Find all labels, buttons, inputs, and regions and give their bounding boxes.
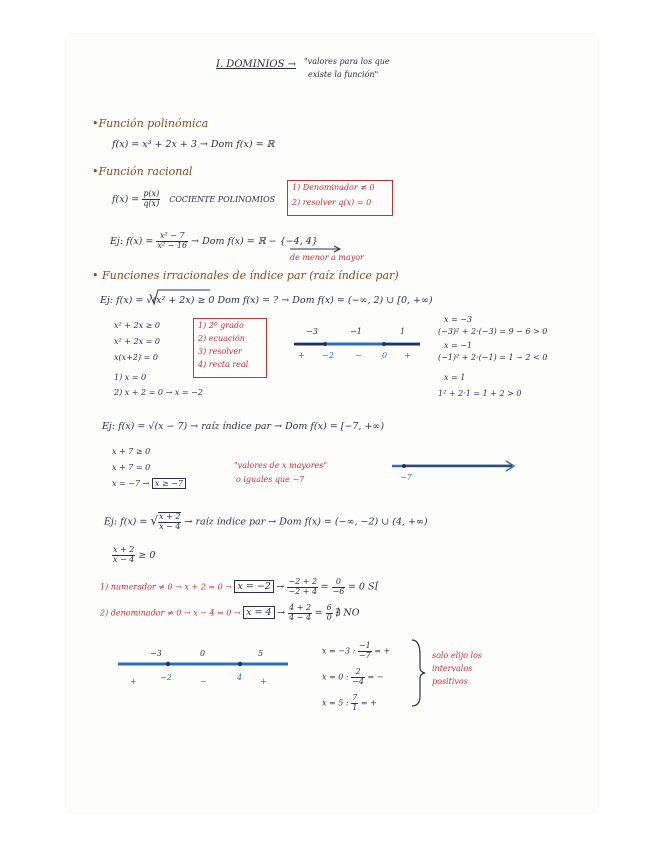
racional-note: de menor a mayor: [290, 253, 364, 262]
title-note-line2: existe la función": [308, 70, 379, 79]
ej1-sign: +: [298, 351, 305, 360]
ej3-point-minus2: [166, 662, 170, 666]
ej2-note-line1: "valores de x mayores": [234, 461, 328, 470]
ej2-point: [402, 464, 406, 468]
ej1-box-line: 3) resolver: [198, 347, 242, 356]
ej2-axis-label: −7: [400, 473, 412, 482]
ej3-line: Ej: f(x) = √ $\frac{x + 2}{x - 4}$ → raíz índice par → Dom f(x) = (−∞, −2) ∪ (4, +∞): [104, 512, 428, 531]
ej2-step: x = −7 → x ≥ −7: [112, 480, 186, 488]
ej1-check: (−1)² + 2·(−1) = 1 − 2 < 0: [438, 353, 548, 362]
ej3-note-line: positivos: [432, 677, 468, 686]
ej2-boxed-result: x ≥ −7: [152, 478, 186, 489]
ej1-check: x = −3: [444, 315, 473, 324]
ej3-sign: −: [200, 677, 207, 686]
ej1-axis-label: −1: [350, 327, 362, 336]
ej2-segment: [404, 465, 512, 468]
ej1-segment-pos: [384, 343, 420, 346]
ej1-box-line: 2) ecuación: [198, 334, 245, 343]
ej3-point-4: [238, 662, 242, 666]
ej3-axis-label: 0: [200, 649, 206, 658]
ej3-sign: +: [260, 677, 267, 686]
heading-racional: •Función racional: [92, 165, 193, 178]
ej1-step: 1) x = 0: [114, 373, 147, 382]
ej1-sqrt-sign: [150, 290, 210, 304]
ej3-note-line: intervalos: [432, 664, 473, 673]
ej1-step: x² + 2x ≥ 0: [114, 321, 160, 330]
ej1-check: x = −1: [444, 341, 473, 350]
ej2-note-line2: o iguales que −7: [236, 475, 305, 484]
ej3-check: x = 0 : $\frac{2}{-4}$ = −: [322, 667, 384, 686]
ej3-sign: 4: [237, 673, 243, 682]
racional-definition: f(x) = $\frac{p(x)}{q(x)}$ COCIENTE POLINOMIOS: [112, 189, 276, 208]
ej3-step2: 2) denominador ≠ 0 → x − 4 = 0 → x = 4 → $\frac{4 + 2}{4 - 4}$ = $\frac{6}{0}$ ∄ NO: [100, 603, 360, 622]
ej1-box-line: 4) recta real: [198, 360, 249, 369]
ej1-check: x = 1: [444, 373, 466, 382]
ej3-check: x = 5 : $\frac{7}{1}$ = +: [322, 693, 377, 712]
ej3-axis-label: −3: [150, 649, 162, 658]
ej1-segment-neg: [294, 343, 325, 346]
page-title: I. DOMINIOS →: [216, 59, 297, 70]
ej1-sign: −: [355, 351, 362, 360]
ej3-sign: +: [130, 677, 137, 686]
ej3-step1: 1) numerador ≠ 0 → x + 2 = 0 → x = −2 → $\frac{-2 + 2}{-2 + 4}$ = $\frac{0}{-6}$ = 0 SÍ: [100, 577, 379, 596]
ej3-sign: −2: [160, 673, 172, 682]
ej1-axis-label: 1: [400, 327, 406, 336]
ej1-step: 2) x + 2 = 0 → x = −2: [114, 388, 203, 397]
ej3-step1-boxed: x = −2: [234, 580, 273, 593]
ej1-check: 1² + 2·1 = 1 + 2 > 0: [438, 389, 522, 398]
heading-irracional: • Funciones irracionales de índice par (raíz índice par): [92, 269, 399, 282]
ej3-note-line: solo elijo los: [432, 651, 483, 660]
ej1-box-line: 1) 2º grado: [198, 321, 244, 330]
ej1-axis-label: −3: [306, 327, 318, 336]
ej1-step: x² + 2x = 0: [114, 337, 160, 346]
ej1-step: x(x+2) = 0: [114, 353, 158, 362]
racional-rule-2: 2) resolver q(x) = 0: [292, 198, 372, 207]
ej1-line: Ej: f(x) = √(x² + 2x) ≥ 0 Dom f(x) = ? → Dom f(x) = (−∞, 2) ∪ [0, +∞): [100, 295, 433, 306]
ej3-check: x = −3 : $\frac{-1}{-7}$ = +: [322, 641, 391, 660]
ej1-sign: +: [404, 351, 411, 360]
ej1-check: (−3)² + 2·(−3) = 9 − 6 > 0: [438, 327, 548, 336]
racional-rule-1: 1) Denominador ≠ 0: [292, 183, 375, 192]
racional-example: Ej: f(x) = $\frac{\text{x² − 7}}{\text{x² − 16}}$ → Dom f(x) = ℝ − {−4, 4}: [110, 231, 318, 250]
ej3-brace: [412, 640, 425, 706]
polinomica-equation: f(x) = x³ + 2x + 3 → Dom f(x) = ℝ: [112, 139, 275, 150]
ej2-step: x + 7 ≥ 0: [112, 447, 151, 456]
title-note-line1: "valores para los que: [304, 57, 390, 66]
ej3-axis-label: 5: [258, 649, 264, 658]
ej2-line: Ej: f(x) = √(x − 7) → raíz índice par → Dom f(x) = [−7, +∞): [102, 421, 385, 432]
ej3-step2-boxed: x = 4: [243, 606, 274, 619]
heading-polinomica: •Función polinómica: [92, 117, 209, 130]
ej2-step: x + 7 = 0: [112, 463, 151, 472]
ej1-sign: −2: [322, 351, 334, 360]
ej1-sign: 0: [382, 351, 388, 360]
ej3-inequality: $\frac{x + 2}{x - 4}$ ≥ 0: [113, 545, 156, 564]
